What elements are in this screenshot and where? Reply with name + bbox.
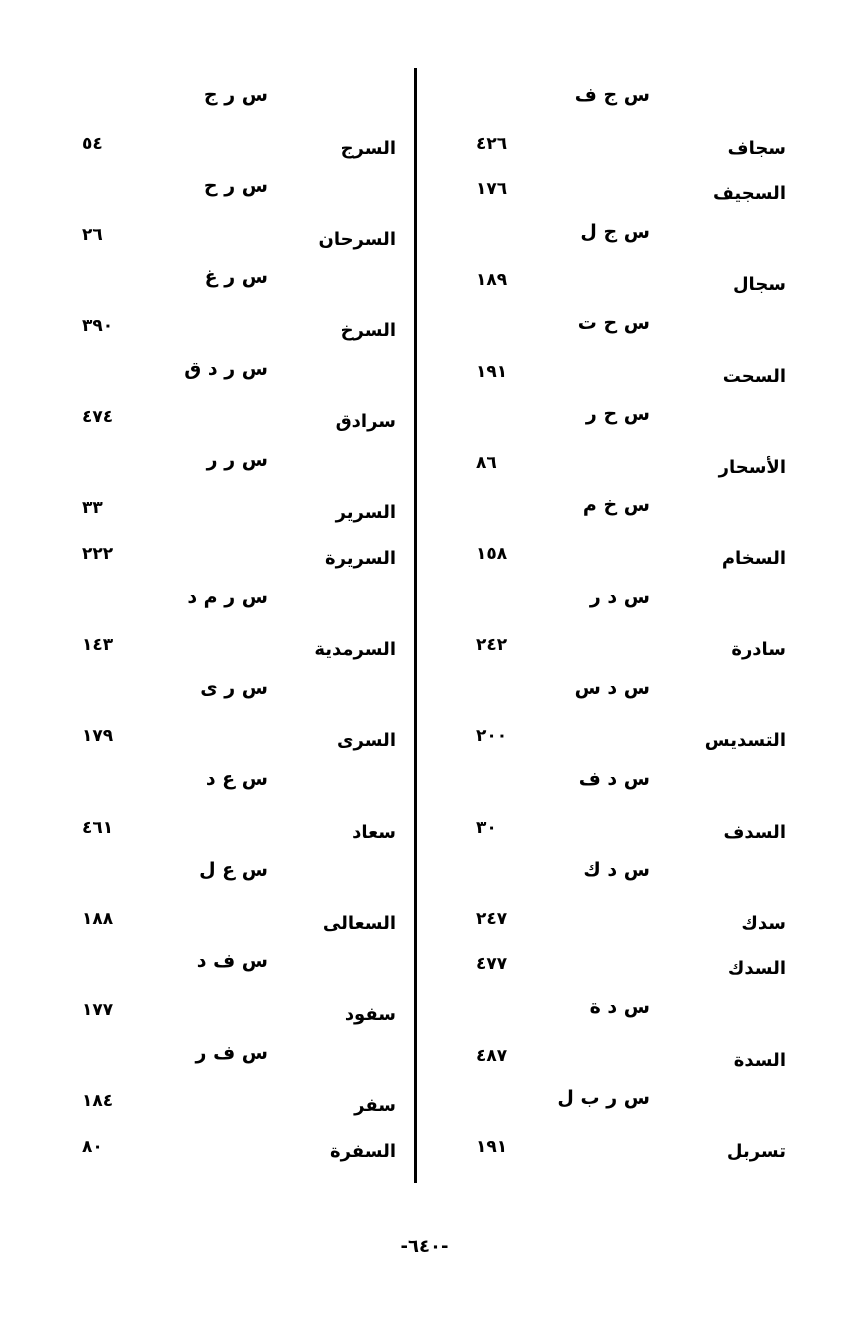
entry-page-number: ١٨٨: [82, 908, 114, 929]
root-heading-row: [70, 950, 410, 990]
entry-word: سعاد: [352, 821, 396, 843]
root-heading: س ح ر: [585, 403, 650, 426]
entry-page-number: ١٥٨: [476, 544, 508, 564]
entry-word: التسديس: [704, 730, 786, 752]
index-entry: [70, 312, 410, 352]
entry-page-number: ٤٨٧: [476, 1045, 508, 1066]
index-entry: [70, 631, 410, 671]
index-entry: [70, 1133, 410, 1173]
entry-page-number: ٤٦١: [82, 817, 114, 838]
entry-word: السفرة: [329, 1140, 396, 1162]
root-heading-row: [70, 449, 410, 489]
entry-word: سادرة: [731, 639, 786, 661]
root-heading: س د ر: [589, 585, 650, 608]
root-heading-row: [70, 1042, 410, 1082]
index-entry: [420, 722, 800, 762]
index-entry: [420, 814, 800, 854]
entry-word: السرحان: [318, 228, 396, 250]
root-heading: س د ك: [583, 859, 650, 882]
entry-word: سفر: [354, 1095, 396, 1117]
entry-page-number: ١٨٩: [476, 270, 508, 291]
entry-page-number: ١٧٦: [476, 179, 508, 200]
entry-word: سجاف: [727, 137, 786, 159]
root-heading: س ر ج: [203, 84, 268, 106]
entry-page-number: ١٤٣: [82, 635, 114, 656]
root-heading-row: [420, 84, 800, 124]
page-number: -٦٤٠-: [400, 1236, 449, 1257]
index-entry: [420, 449, 800, 489]
entry-word: السجيف: [712, 183, 786, 205]
root-heading-row: [70, 677, 410, 717]
root-heading-row: [420, 677, 800, 717]
root-heading-row: [420, 221, 800, 261]
root-heading-row: [70, 768, 410, 808]
index-entry: [70, 814, 410, 854]
root-heading: س ح ت: [577, 312, 650, 334]
entry-word: السخام: [721, 548, 786, 569]
entry-page-number: ٢٠٠: [476, 726, 508, 747]
entry-page-number: ٤٧٤: [82, 407, 114, 428]
entry-word: السريرة: [324, 548, 396, 569]
index-entry: [420, 1133, 800, 1173]
root-heading-row: [70, 84, 410, 124]
entry-page-number: ٨٠: [82, 1136, 103, 1157]
index-entry: [70, 996, 410, 1036]
root-heading: س ف ر: [195, 1041, 268, 1064]
root-heading-row: [420, 859, 800, 899]
index-entry: [70, 540, 410, 580]
entry-page-number: ٣٠: [476, 817, 497, 838]
entry-page-number: ١٧٩: [82, 726, 114, 747]
index-entry: [420, 631, 800, 671]
root-heading-row: [70, 586, 410, 626]
root-heading-row: [420, 403, 800, 443]
index-entry: [70, 494, 410, 534]
root-heading: س خ م: [582, 494, 650, 517]
root-heading-row: [70, 175, 410, 215]
root-heading: س ع ل: [199, 859, 268, 882]
root-heading: س ر غ: [204, 266, 268, 289]
entry-page-number: ٢٦: [82, 224, 103, 245]
root-heading: س ر م د: [187, 585, 268, 608]
root-heading: س ر ب ل: [557, 1087, 650, 1110]
entry-page-number: ١٨٤: [82, 1091, 114, 1112]
entry-page-number: ٤٢٦: [476, 133, 508, 154]
entry-word: السرمدية: [314, 639, 396, 661]
left-column: [70, 0, 410, 1323]
entry-word: السدة: [733, 1049, 786, 1071]
entry-page-number: ٨٦: [476, 452, 497, 473]
index-entry: [420, 175, 800, 215]
entry-page-number: ٢٤٧: [476, 908, 508, 929]
root-heading: س ر ح: [203, 175, 268, 198]
index-entry: [420, 950, 800, 990]
entry-page-number: ٣٣: [82, 498, 103, 519]
root-heading-row: [420, 1087, 800, 1127]
entry-page-number: ٢٤٢: [476, 635, 508, 656]
index-entry: [420, 1042, 800, 1082]
root-heading: س د س: [574, 676, 650, 699]
index-entry: [420, 130, 800, 170]
root-heading-row: [420, 996, 800, 1036]
root-heading: س ر ى: [200, 676, 268, 699]
root-heading: س د ف: [578, 768, 650, 790]
index-entry: [70, 722, 410, 762]
entry-page-number: ٣٩٠: [82, 316, 114, 336]
index-entry: [420, 540, 800, 580]
entry-page-number: ٥٤: [82, 133, 103, 154]
entry-word: السرير: [335, 502, 396, 524]
right-column: [420, 0, 800, 1323]
column-divider: [414, 68, 417, 1183]
root-heading: س ج ف: [574, 84, 650, 106]
root-heading-row: [70, 859, 410, 899]
root-heading: س ع د: [205, 768, 268, 790]
entry-word: تسربل: [726, 1140, 786, 1162]
index-entry: [70, 130, 410, 170]
root-heading: س ج ل: [580, 220, 650, 243]
entry-page-number: ١٩١: [476, 1136, 508, 1157]
entry-word: السدك: [727, 958, 786, 980]
index-entry: [70, 221, 410, 261]
entry-word: سفود: [344, 1004, 396, 1025]
entry-word: السحت: [722, 365, 786, 387]
index-entry: [420, 905, 800, 945]
entry-page-number: ٤٧٧: [476, 954, 508, 975]
root-heading-row: [420, 586, 800, 626]
root-heading: س ف د: [196, 950, 268, 973]
entry-word: السدف: [723, 821, 786, 843]
entry-word: سرادق: [335, 411, 396, 433]
root-heading-row: [70, 358, 410, 398]
entry-word: سجال: [732, 274, 786, 296]
entry-word: السرخ: [340, 320, 396, 341]
root-heading-row: [420, 312, 800, 352]
root-heading-row: [420, 768, 800, 808]
index-entry: [70, 403, 410, 443]
entry-page-number: ١٧٧: [82, 1000, 114, 1020]
index-entry: [420, 266, 800, 306]
entry-page-number: ٢٢٢: [82, 544, 114, 564]
entry-word: السرج: [340, 137, 396, 159]
root-heading: س ر ر: [206, 448, 268, 471]
root-heading: س د ة: [589, 996, 650, 1018]
root-heading-row: [420, 494, 800, 534]
index-entry: [420, 358, 800, 398]
root-heading-row: [70, 266, 410, 306]
index-entry: [70, 1087, 410, 1127]
entry-word: الأسحار: [718, 456, 786, 478]
root-heading: س ر د ق: [184, 357, 268, 380]
index-entry: [70, 905, 410, 945]
entry-word: سدك: [741, 912, 786, 934]
entry-word: السرى: [337, 730, 396, 752]
entry-page-number: ١٩١: [476, 361, 508, 382]
entry-word: السعالى: [322, 912, 396, 934]
